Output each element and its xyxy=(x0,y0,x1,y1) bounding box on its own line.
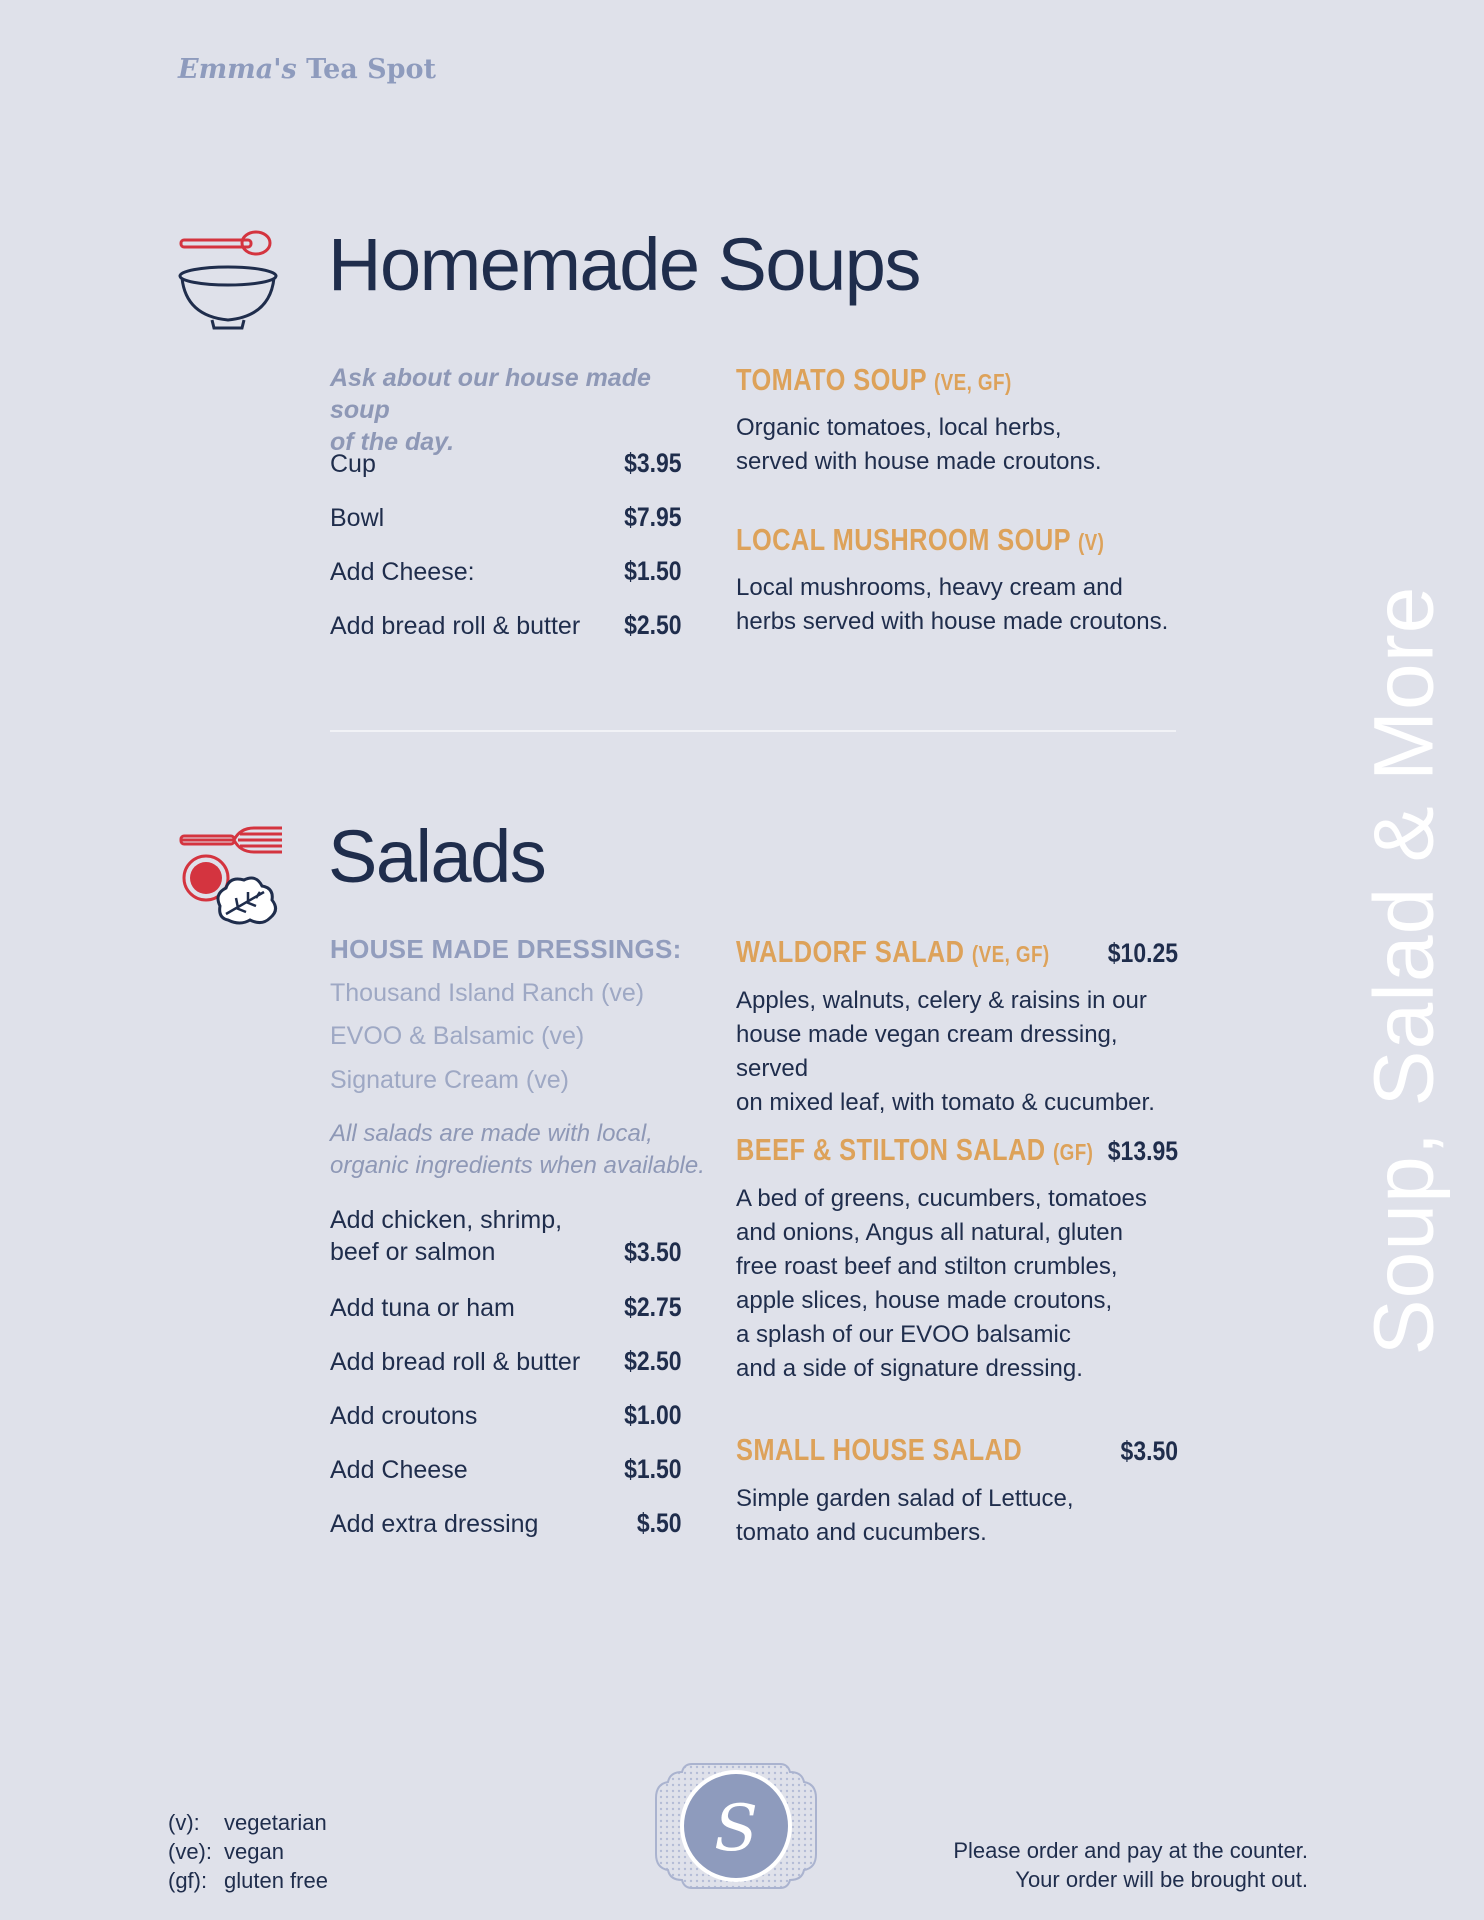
order-instructions xyxy=(953,1836,1308,1894)
soup-price-value: $2.50 xyxy=(624,610,682,640)
legend-value: gluten free xyxy=(224,1868,328,1893)
menu-item-description: Simple garden salad of Lettuce, tomato and cucumbers. xyxy=(736,1485,1074,1546)
menu-item-name xyxy=(736,934,1050,970)
salad-fork-icon xyxy=(176,822,286,926)
soup-price-row xyxy=(330,502,682,533)
diet-legend xyxy=(168,1808,328,1895)
addon-price: $2.50 xyxy=(624,1346,682,1376)
salad-addon-row xyxy=(330,1204,682,1268)
soup-price-row xyxy=(330,556,682,587)
menu-item-description: A bed of greens, cucumbers, tomatoes and onions, Angus all natural, gluten free roast beef and stilton crumbles, apple slices, house made croutons, a splash of our EVOO balsamic and a side of signature dressing. xyxy=(736,1185,1147,1382)
legend-row xyxy=(168,1837,328,1866)
dressing-item: Signature Cream (ve) xyxy=(330,1066,569,1094)
item-name-text: TOMATO SOUP xyxy=(736,362,927,397)
item-name-text: BEEF & STILTON SALAD xyxy=(736,1132,1046,1167)
addon-price: $3.50 xyxy=(624,1237,682,1267)
salad-addon-row xyxy=(330,1292,682,1323)
addon-label: Add chicken, shrimp, beef or salmon xyxy=(330,1206,563,1266)
soup-price-value: $3.95 xyxy=(624,448,682,478)
menu-item-name xyxy=(736,1432,1022,1468)
logo-letter: S xyxy=(714,1792,758,1866)
item-tags: (VE, GF) xyxy=(933,369,1012,395)
brand-name xyxy=(178,54,436,85)
addon-label: Add tuna or ham xyxy=(330,1294,515,1322)
section-divider xyxy=(330,730,1176,732)
addon-label: Add extra dressing xyxy=(330,1510,539,1538)
item-tags: (V) xyxy=(1077,529,1105,555)
menu-item-price: $13.95 xyxy=(1107,1136,1178,1166)
soup-price-row xyxy=(330,610,682,641)
legend-key: (v): xyxy=(168,1810,200,1835)
side-title xyxy=(1354,585,1454,1355)
addon-price: $.50 xyxy=(637,1508,682,1538)
soup-price-value: $7.95 xyxy=(624,502,682,532)
salad-addon-row xyxy=(330,1508,682,1539)
brand-script: Emma's xyxy=(178,54,297,85)
soup-price-label: Add Cheese: xyxy=(330,558,475,586)
soup-price-label: Cup xyxy=(330,450,376,478)
legend-value: vegan xyxy=(224,1839,284,1864)
menu-item-price: $3.50 xyxy=(1120,1436,1178,1466)
menu-item-name xyxy=(736,522,1104,558)
soups-title: Homemade Soups xyxy=(328,223,920,306)
soup-of-the-day-note: Ask about our house made soup of the day. xyxy=(330,364,651,456)
menu-item-description: Organic tomatoes, local herbs, served with house made croutons. xyxy=(736,414,1102,475)
menu-item-description: Apples, walnuts, celery & raisins in our house made vegan cream dressing, served on mixed leaf, with tomato & cucumber. xyxy=(736,987,1155,1116)
item-name-text: SMALL HOUSE SALAD xyxy=(736,1432,1023,1467)
menu-item-price: $10.25 xyxy=(1107,938,1178,968)
addon-price: $1.50 xyxy=(624,1454,682,1484)
soup-bowl-icon xyxy=(176,228,284,332)
salad-addon-row xyxy=(330,1346,682,1377)
side-title-text: Soup, Salad & More xyxy=(1356,585,1451,1355)
menu-item-name xyxy=(736,1132,1093,1168)
legend-key: (ve): xyxy=(168,1839,212,1864)
item-tags: (GF) xyxy=(1052,1139,1094,1165)
legend-row xyxy=(168,1808,328,1837)
menu-item-description: Local mushrooms, heavy cream and herbs served with house made croutons. xyxy=(736,574,1169,635)
addon-label: Add croutons xyxy=(330,1402,478,1430)
soup-price-label: Bowl xyxy=(330,504,385,532)
item-name-text: WALDORF SALAD xyxy=(736,934,965,969)
dressing-item: EVOO & Balsamic (ve) xyxy=(330,1022,585,1050)
salad-addon-row xyxy=(330,1400,682,1431)
salad-addon-row xyxy=(330,1454,682,1485)
order-instructions-line: Your order will be brought out. xyxy=(1015,1867,1308,1892)
soup-price-value: $1.50 xyxy=(624,556,682,586)
organic-note: All salads are made with local, organic ingredients when available. xyxy=(330,1120,705,1179)
tea-spot-logo xyxy=(652,1758,820,1894)
dressing-item: Thousand Island Ranch (ve) xyxy=(330,979,645,1007)
brand-rest: Tea Spot xyxy=(296,54,437,85)
addon-price: $2.75 xyxy=(624,1292,682,1322)
item-tags: (VE, GF) xyxy=(971,941,1050,967)
order-instructions-line: Please order and pay at the counter. xyxy=(953,1838,1308,1863)
addon-label: Add Cheese xyxy=(330,1456,468,1484)
addon-label: Add bread roll & butter xyxy=(330,1348,581,1376)
item-name-text: LOCAL MUSHROOM SOUP xyxy=(736,522,1071,557)
dressings-heading: HOUSE MADE DRESSINGS: xyxy=(330,934,682,964)
legend-value: vegetarian xyxy=(224,1810,327,1835)
menu-item-name xyxy=(736,362,1012,398)
soup-price-row xyxy=(330,448,682,479)
addon-price: $1.00 xyxy=(624,1400,682,1430)
legend-key: (gf): xyxy=(168,1868,208,1893)
salads-title: Salads xyxy=(328,815,546,898)
legend-row xyxy=(168,1866,328,1895)
soup-price-label: Add bread roll & butter xyxy=(330,612,581,640)
